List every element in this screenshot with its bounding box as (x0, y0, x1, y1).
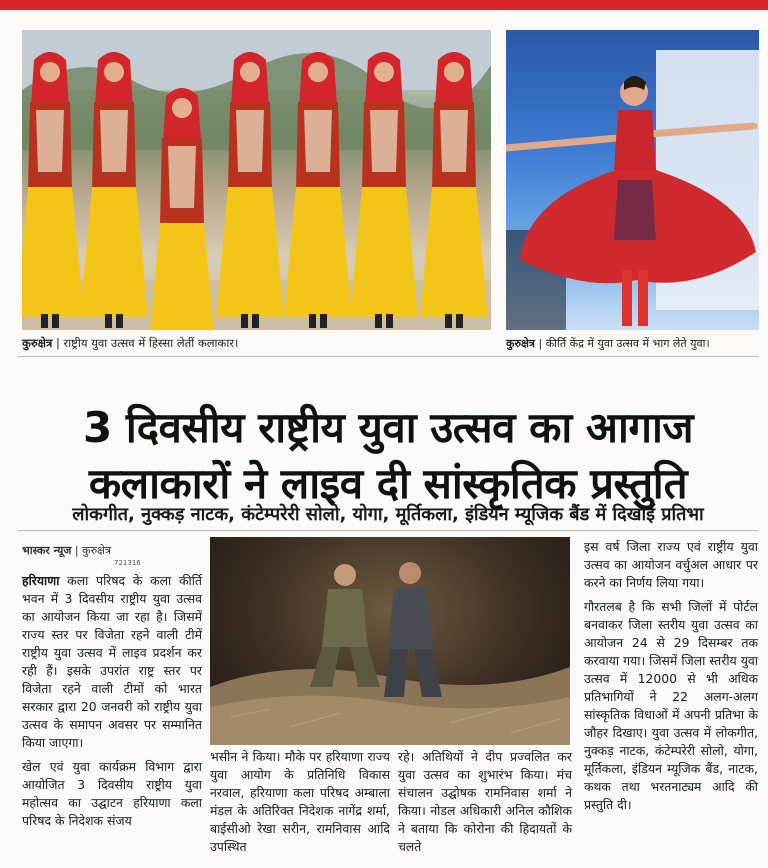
photo-kathak-dancer (506, 30, 759, 330)
divider (18, 356, 758, 357)
byline-place: कुरुक्षेत्र (82, 544, 112, 557)
headline-line-1: 3 दिवसीय राष्ट्रीय युवा उत्सव का आगाज (82, 403, 694, 453)
article-column-1 (22, 572, 202, 836)
headline-line-2: कलाकारों ने लाइव दी सांस्कृतिक प्रस्तुति (88, 459, 688, 509)
paragraph (22, 572, 202, 752)
caption-place: कुरुक्षेत्र (22, 336, 53, 350)
caption-place: कुरुक्षेत्र (506, 337, 535, 350)
photo-theatre-scene (210, 537, 570, 745)
masthead-red-bar (0, 0, 768, 10)
paragraph: इस वर्ष जिला राज्य एवं राष्ट्रीय युवा उत्सव का आयोजन वर्चुअल आधार पर करने का निर्णय लिया गया। (584, 539, 758, 590)
divider (18, 530, 758, 531)
caption-text: कीर्ति केंद्र में युवा उत्सव में भाग लेते युवा। (545, 337, 710, 350)
paragraph: रहे। अतिथियों ने दीप प्रज्वलित कर युवा उत्सव का शुभारंभ किया। मंच संचालन उद्घोषक रामनिवास शर्मा ने किया। नोडल अधिकारी अनिल कौशिक ने बताया कि कोरोना की हिदायतों के चलते (398, 749, 572, 854)
theatre-scene-illustration (210, 537, 570, 745)
kathak-dancer-illustration (506, 30, 759, 330)
article-column-2b (398, 748, 572, 862)
paragraph: गौरतलब है कि सभी जिलों में पोर्टल बनवाकर जिला स्तरीय युवा उत्सव का आयोजन 24 से 29 दिसम्बर तक करवाया गया। जिसमें जिला स्तरीय युवा उत्सव में 12000 से भी अधिक प्रतिभागियों ने 22 अलग-अलग सांस्कृतिक विधाओं में अपनी प्रतिभा के जौहर दिखाए। युवा उत्सव में लोकगीत, नुक्कड़ नाटक, कंटेम्परेरी सोलो, योगा, मूर्तिकला, इंडियन म्यूजिक बैंड, नाटक, कथक तथा भरतनाट्यम आदि की प्रस्तुति दी। (584, 599, 758, 812)
paragraph: खेल एवं युवा कार्यक्रम विभाग द्वारा आयोजित 3 दिवसीय राष्ट्रीय युवा महोत्सव का उद्घाटन हरियाणा कला परिषद के निदेशक संजय (22, 759, 202, 828)
caption-folk-dancers: कुरुक्षेत्र | राष्ट्रीय युवा उत्सव में हिस्सा लेतीं कलाकार। (22, 336, 239, 350)
caption-text: राष्ट्रीय युवा उत्सव में हिस्सा लेतीं कलाकार। (63, 336, 239, 350)
paragraph: भसीन ने किया। मौके पर हरियाणा राज्य युवा आयोग के प्रतिनिधि विकास नरवाल, हरियाणा कला परिषद अम्बाला मंडल के अतिरिक्त निदेशक नागेंद्र शर्मा, बाईसीओ रेखा सरीन, रामनिवास आदि उपस्थित (210, 749, 390, 854)
byline: भास्कर न्यूज | कुरुक्षेत्र 721316 (22, 544, 141, 567)
paragraph-text: कला परिषद के कला कीर्ति भवन में 3 दिवसीय राष्ट्रीय युवा उत्सव का आयोजन किया जा रहा है। जिसमें राज्य स्तर पर विजेता रहने वाली टीमें राष्ट्रीय युवा उत्सव में लाइव प्रदर्शन कर रही हैं। इसके उपरांत राष्ट्र स्तर पर विजेता रहने वाली टीमों को भारत सरकार द्वारा 20 जनवरी को राष्ट्रीय युवा उत्सव के समापन अवसर पर सम्मानित किया जाएगा। (22, 573, 202, 750)
byline-source: भास्कर न्यूज (22, 544, 72, 557)
article-column-3 (584, 538, 758, 820)
photo-folk-dancers (22, 30, 491, 330)
subheadline: लोकगीत, नुक्कड़ नाटक, कंटेम्परेरी सोलो, योगा, मूर्तिकला, इंडियन म्यूजिक बैंड में दिखाई प्रतिभा (72, 504, 704, 525)
caption-kathak-dancer: कुरुक्षेत्र | कीर्ति केंद्र में युवा उत्सव में भाग लेते युवा। (506, 337, 710, 350)
folk-dancers-illustration (22, 30, 491, 330)
article-column-2a (210, 748, 390, 862)
lead-word: हरियाणा (22, 573, 60, 588)
byline-code: 721316 (114, 559, 141, 567)
